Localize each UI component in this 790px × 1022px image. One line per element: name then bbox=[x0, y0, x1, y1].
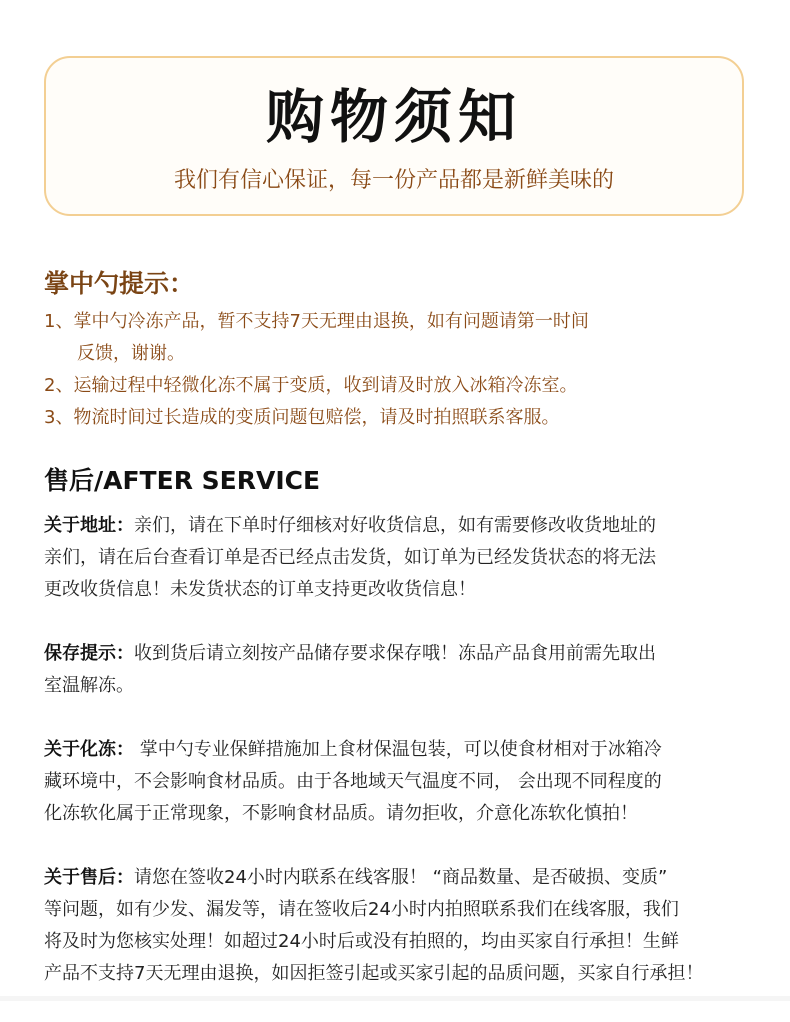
after-sales-notice-label: 关于售后： bbox=[44, 867, 134, 888]
shopping-notice-card bbox=[44, 56, 744, 216]
thawing-notice-line-1: 掌中勺专业保鲜措施加上食材保温包装，可以使食材相对于冰箱冷 bbox=[134, 739, 662, 760]
bottom-divider bbox=[0, 996, 790, 1001]
after-service-heading: 售后/AFTER SERVICE bbox=[44, 466, 321, 495]
tip-item-2: 2、运输过程中轻微化冻不属于变质，收到请及时放入冰箱冷冻室。 bbox=[44, 375, 578, 396]
tip-item-1-line-1: 1、掌中勺冷冻产品，暂不支持7天无理由退换，如有问题请第一时间 bbox=[44, 311, 589, 332]
thawing-notice bbox=[44, 734, 764, 830]
after-sales-notice-line-2: 等问题，如有少发、漏发等，请在签收后24小时内拍照联系我们在线客服，我们 bbox=[44, 899, 679, 920]
storage-notice bbox=[44, 638, 764, 702]
after-sales-notice bbox=[44, 862, 764, 990]
tip-item-3: 3、物流时间过长造成的变质问题包赔偿，请及时拍照联系客服。 bbox=[44, 407, 560, 428]
tips-section bbox=[44, 266, 744, 434]
after-service-section bbox=[44, 462, 764, 1022]
storage-notice-line-1: 收到货后请立刻按产品储存要求保存哦！冻品产品食用前需先取出 bbox=[134, 643, 656, 664]
page-title: 购物须知 bbox=[265, 83, 522, 151]
thawing-notice-line-3: 化冻软化属于正常现象，不影响食材品质。请勿拒收，介意化冻软化慎拍！ bbox=[44, 803, 638, 824]
after-sales-notice-line-3: 将及时为您核实处理！如超过24小时后或没有拍照的，均由买家自行承担！生鲜 bbox=[44, 931, 679, 952]
storage-notice-line-2: 室温解冻。 bbox=[44, 675, 134, 696]
address-notice-line-3: 更改收货信息！未发货状态的订单支持更改收货信息！ bbox=[44, 579, 476, 600]
storage-notice-label: 保存提示： bbox=[44, 643, 134, 664]
tip-item-1 bbox=[44, 306, 744, 370]
page-subtitle: 我们有信心保证，每一份产品都是新鲜美味的 bbox=[173, 168, 614, 193]
after-sales-notice-line-1: 请您在签收24小时内联系在线客服！ “商品数量、是否破损、变质” bbox=[134, 867, 668, 888]
after-sales-notice-line-4: 产品不支持7天无理由退换，如因拒签引起或买家引起的品质问题，买家自行承担！ bbox=[44, 963, 704, 984]
address-notice-label: 关于地址： bbox=[44, 515, 134, 536]
address-notice bbox=[44, 510, 764, 606]
address-notice-line-2: 亲们，请在后台查看订单是否已经点击发货，如订单为已经发货状态的将无法 bbox=[44, 547, 656, 568]
thawing-notice-label: 关于化冻： bbox=[44, 739, 134, 760]
address-notice-line-1: 亲们，请在下单时仔细核对好收货信息，如有需要修改收货地址的 bbox=[134, 515, 656, 536]
tip-item-1-line-2: 反馈，谢谢。 bbox=[77, 343, 185, 364]
thawing-notice-line-2: 藏环境中，不会影响食材品质。由于各地域天气温度不同， 会出现不同程度的 bbox=[44, 771, 662, 792]
tips-heading: 掌中勺提示： bbox=[44, 269, 195, 298]
